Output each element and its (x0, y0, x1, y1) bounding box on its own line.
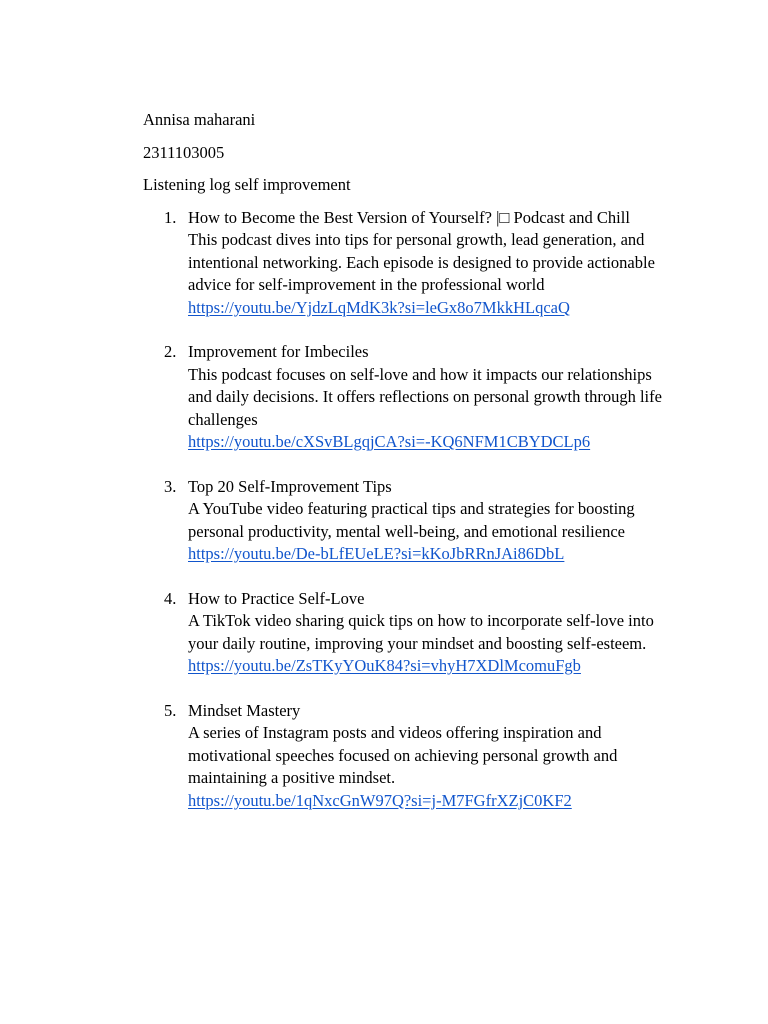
item-number: 5. (164, 700, 177, 720)
list-item (143, 341, 663, 454)
item-description: A TikTok video sharing quick tips on how to incorporate self-love into your daily routine, improving your mindset and boosting self-esteem. (188, 611, 654, 653)
item-title: Improvement for Imbeciles (188, 342, 369, 361)
author-name: Annisa maharani (143, 110, 256, 129)
item-number: 2. (164, 342, 177, 361)
item-title: How to Practice Self-Love (188, 588, 365, 608)
item-link[interactable]: https://youtu.be/cXSvBLgqjCA?si=-KQ6NFM1CBYDCLp6 (188, 432, 591, 451)
item-link[interactable]: https://youtu.be/YjdzLqMdK3k?si=leGx8o7MkkHLqcaQ (188, 297, 570, 317)
student-id: 2311103005 (143, 142, 225, 162)
document-heading: Listening log self improvement (143, 175, 351, 194)
item-title: Mindset Mastery (188, 700, 301, 720)
list-item (143, 207, 663, 320)
item-number: 1. (164, 207, 177, 227)
item-description: A YouTube video featuring practical tips and strategies for boosting personal productivity, mental well-being, and emotional resilience (188, 499, 635, 541)
item-link[interactable]: https://youtu.be/1qNxcGnW97Q?si=j-M7FGfrXZjC0KF2 (188, 790, 572, 810)
listening-log-list (143, 207, 663, 813)
item-description: A series of Instagram posts and videos offering inspiration and motivational speeches focused on achieving personal growth and maintaining a positive mindset. (188, 723, 618, 787)
list-item (143, 476, 663, 566)
list-item (143, 700, 663, 813)
list-item (143, 588, 663, 678)
item-link[interactable]: https://youtu.be/ZsTKyYOuK84?si=vhyH7XDlMcomuFgb (188, 656, 581, 675)
item-number: 4. (164, 588, 177, 608)
item-number: 3. (164, 476, 177, 496)
document-page (143, 109, 663, 834)
item-title: Top 20 Self-Improvement Tips (188, 476, 392, 496)
item-description: This podcast focuses on self-love and how it impacts our relationships and daily decisions. It offers reflections on personal growth through life challenges (188, 364, 662, 429)
item-link[interactable]: https://youtu.be/De-bLfEUeLE?si=kKoJbRRnJAi86DbL (188, 544, 565, 563)
item-description: This podcast dives into tips for personal growth, lead generation, and intentional networking. Each episode is designed to provide actionable advice for self-improvement in the professional world (188, 230, 655, 294)
item-title: How to Become the Best Version of Yourself? |□ Podcast and Chill (188, 207, 630, 227)
